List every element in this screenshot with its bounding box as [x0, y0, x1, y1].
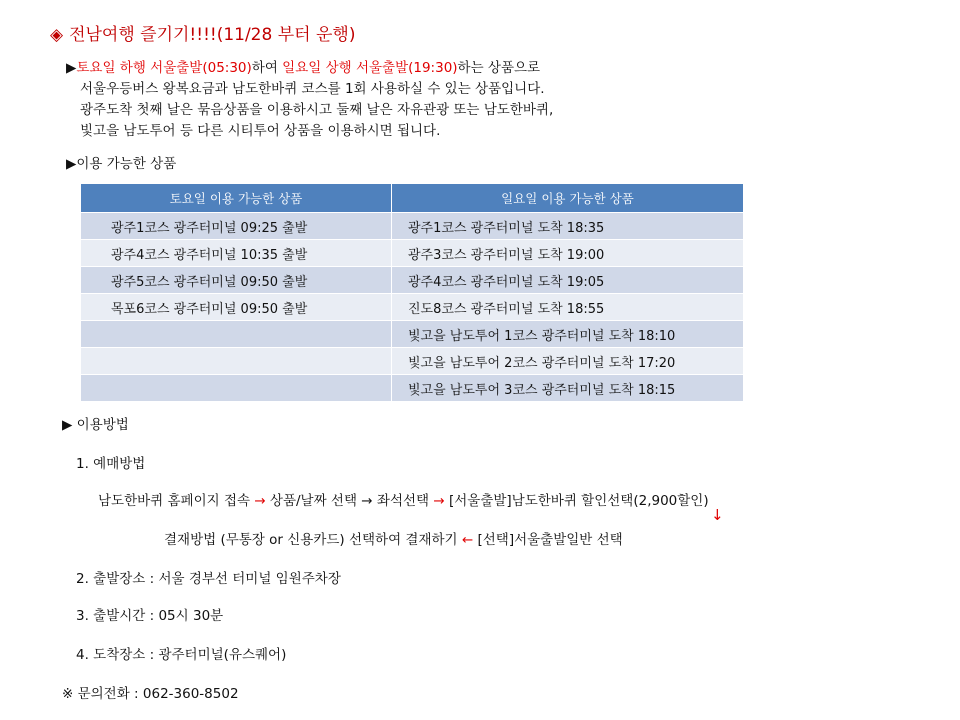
intro-paragraph: ▶토요일 하행 서울출발(05:30)하여 일요일 상행 서울출발(19:30)하는 상품으로 서울우등버스 왕복요금과 남도한바퀴 코스를 1회 사용하실 수 있는 상품입니다. 광주도착 첫째 날은 묶음상품을 이용하시고 둘째 날은 자유관광 또는 남도한바퀴, 빛고을 남도투어 등 다른 시티투어 상품을 이용하시면 됩니다. [66, 58, 553, 142]
arrival-place: 4. 도착장소 : 광주터미널(유스퀘어) [76, 647, 287, 663]
saturday-cell: 광주5코스 광주터미널 09:50 출발 [81, 267, 392, 294]
intro-line-3: 광주도착 첫째 날은 묶음상품을 이용하시고 둘째 날은 자유관광 또는 남도한바퀴, [80, 102, 554, 118]
booking-flow-line-1: 남도한바퀴 홈페이지 접속 → 상품/날짜 선택 → 좌석선택 → [서울출발]남도한바퀴 할인선택(2,900할인) [98, 493, 709, 509]
table-row [81, 348, 744, 375]
saturday-cell [81, 375, 392, 402]
saturday-cell: 광주4코스 광주터미널 10:35 출발 [81, 240, 392, 267]
sunday-departure-text: 일요일 상행 서울출발(19:30) [282, 60, 458, 76]
right-arrow-icon: → [433, 493, 445, 509]
table-row [81, 375, 744, 402]
table-row [81, 267, 744, 294]
sunday-cell: 진도8코스 광주터미널 도착 18:55 [392, 294, 744, 321]
intro-line-4: 빛고을 남도투어 등 다른 시티투어 상품을 이용하시면 됩니다. [80, 123, 441, 139]
left-arrow-icon: ← [461, 532, 474, 548]
sunday-cell: 광주1코스 광주터미널 도착 18:35 [392, 213, 744, 240]
sunday-cell: 광주3코스 광주터미널 도착 19:00 [392, 240, 744, 267]
saturday-column-header: 토요일 이용 가능한 상품 [81, 184, 392, 213]
available-products-heading: ▶이용 가능한 상품 [66, 156, 177, 172]
saturday-cell: 광주1코스 광주터미널 09:25 출발 [81, 213, 392, 240]
table-row [81, 240, 744, 267]
departure-time: 3. 출발시간 : 05시 30분 [76, 608, 224, 624]
contact-phone: ※ 문의전화 : 062-360-8502 [62, 686, 239, 702]
right-arrow-icon: → [254, 493, 266, 509]
sunday-cell: 빛고을 남도투어 3코스 광주터미널 도착 18:15 [392, 375, 744, 402]
table-header-row [81, 184, 744, 213]
saturday-departure-text: 토요일 하행 서울출발(05:30) [76, 60, 252, 76]
departure-place: 2. 출발장소 : 서울 경부선 터미널 임원주차장 [76, 571, 341, 587]
table-row [81, 321, 744, 348]
table-row [81, 213, 744, 240]
bullet-marker: ▶ [66, 60, 77, 76]
saturday-cell [81, 321, 392, 348]
intro-line-2: 서울우등버스 왕복요금과 남도한바퀴 코스를 1회 사용하실 수 있는 상품입니다. [80, 81, 545, 97]
saturday-cell: 목포6코스 광주터미널 09:50 출발 [81, 294, 392, 321]
booking-flow-line-2: 결재방법 (무통장 or 신용카드) 선택하여 결재하기 ← [선택]서울출발일반 선택 [164, 532, 623, 548]
step1-title: 1. 예매방법 [76, 456, 146, 472]
sunday-cell: 빛고을 남도투어 1코스 광주터미널 도착 18:10 [392, 321, 744, 348]
sunday-cell: 광주4코스 광주터미널 도착 19:05 [392, 267, 744, 294]
sunday-cell: 빛고을 남도투어 2코스 광주터미널 도착 17:20 [392, 348, 744, 375]
page-title: ◈ 전남여행 즐기기!!!!(11/28 부터 운행) [50, 25, 356, 45]
diamond-icon: ◈ [50, 25, 64, 45]
down-arrow-icon: ↓ [711, 506, 724, 524]
table-row [81, 294, 744, 321]
schedule-table [80, 183, 744, 402]
sunday-column-header: 일요일 이용 가능한 상품 [392, 184, 744, 213]
saturday-cell [81, 348, 392, 375]
usage-heading: ▶ 이용방법 [62, 417, 129, 433]
